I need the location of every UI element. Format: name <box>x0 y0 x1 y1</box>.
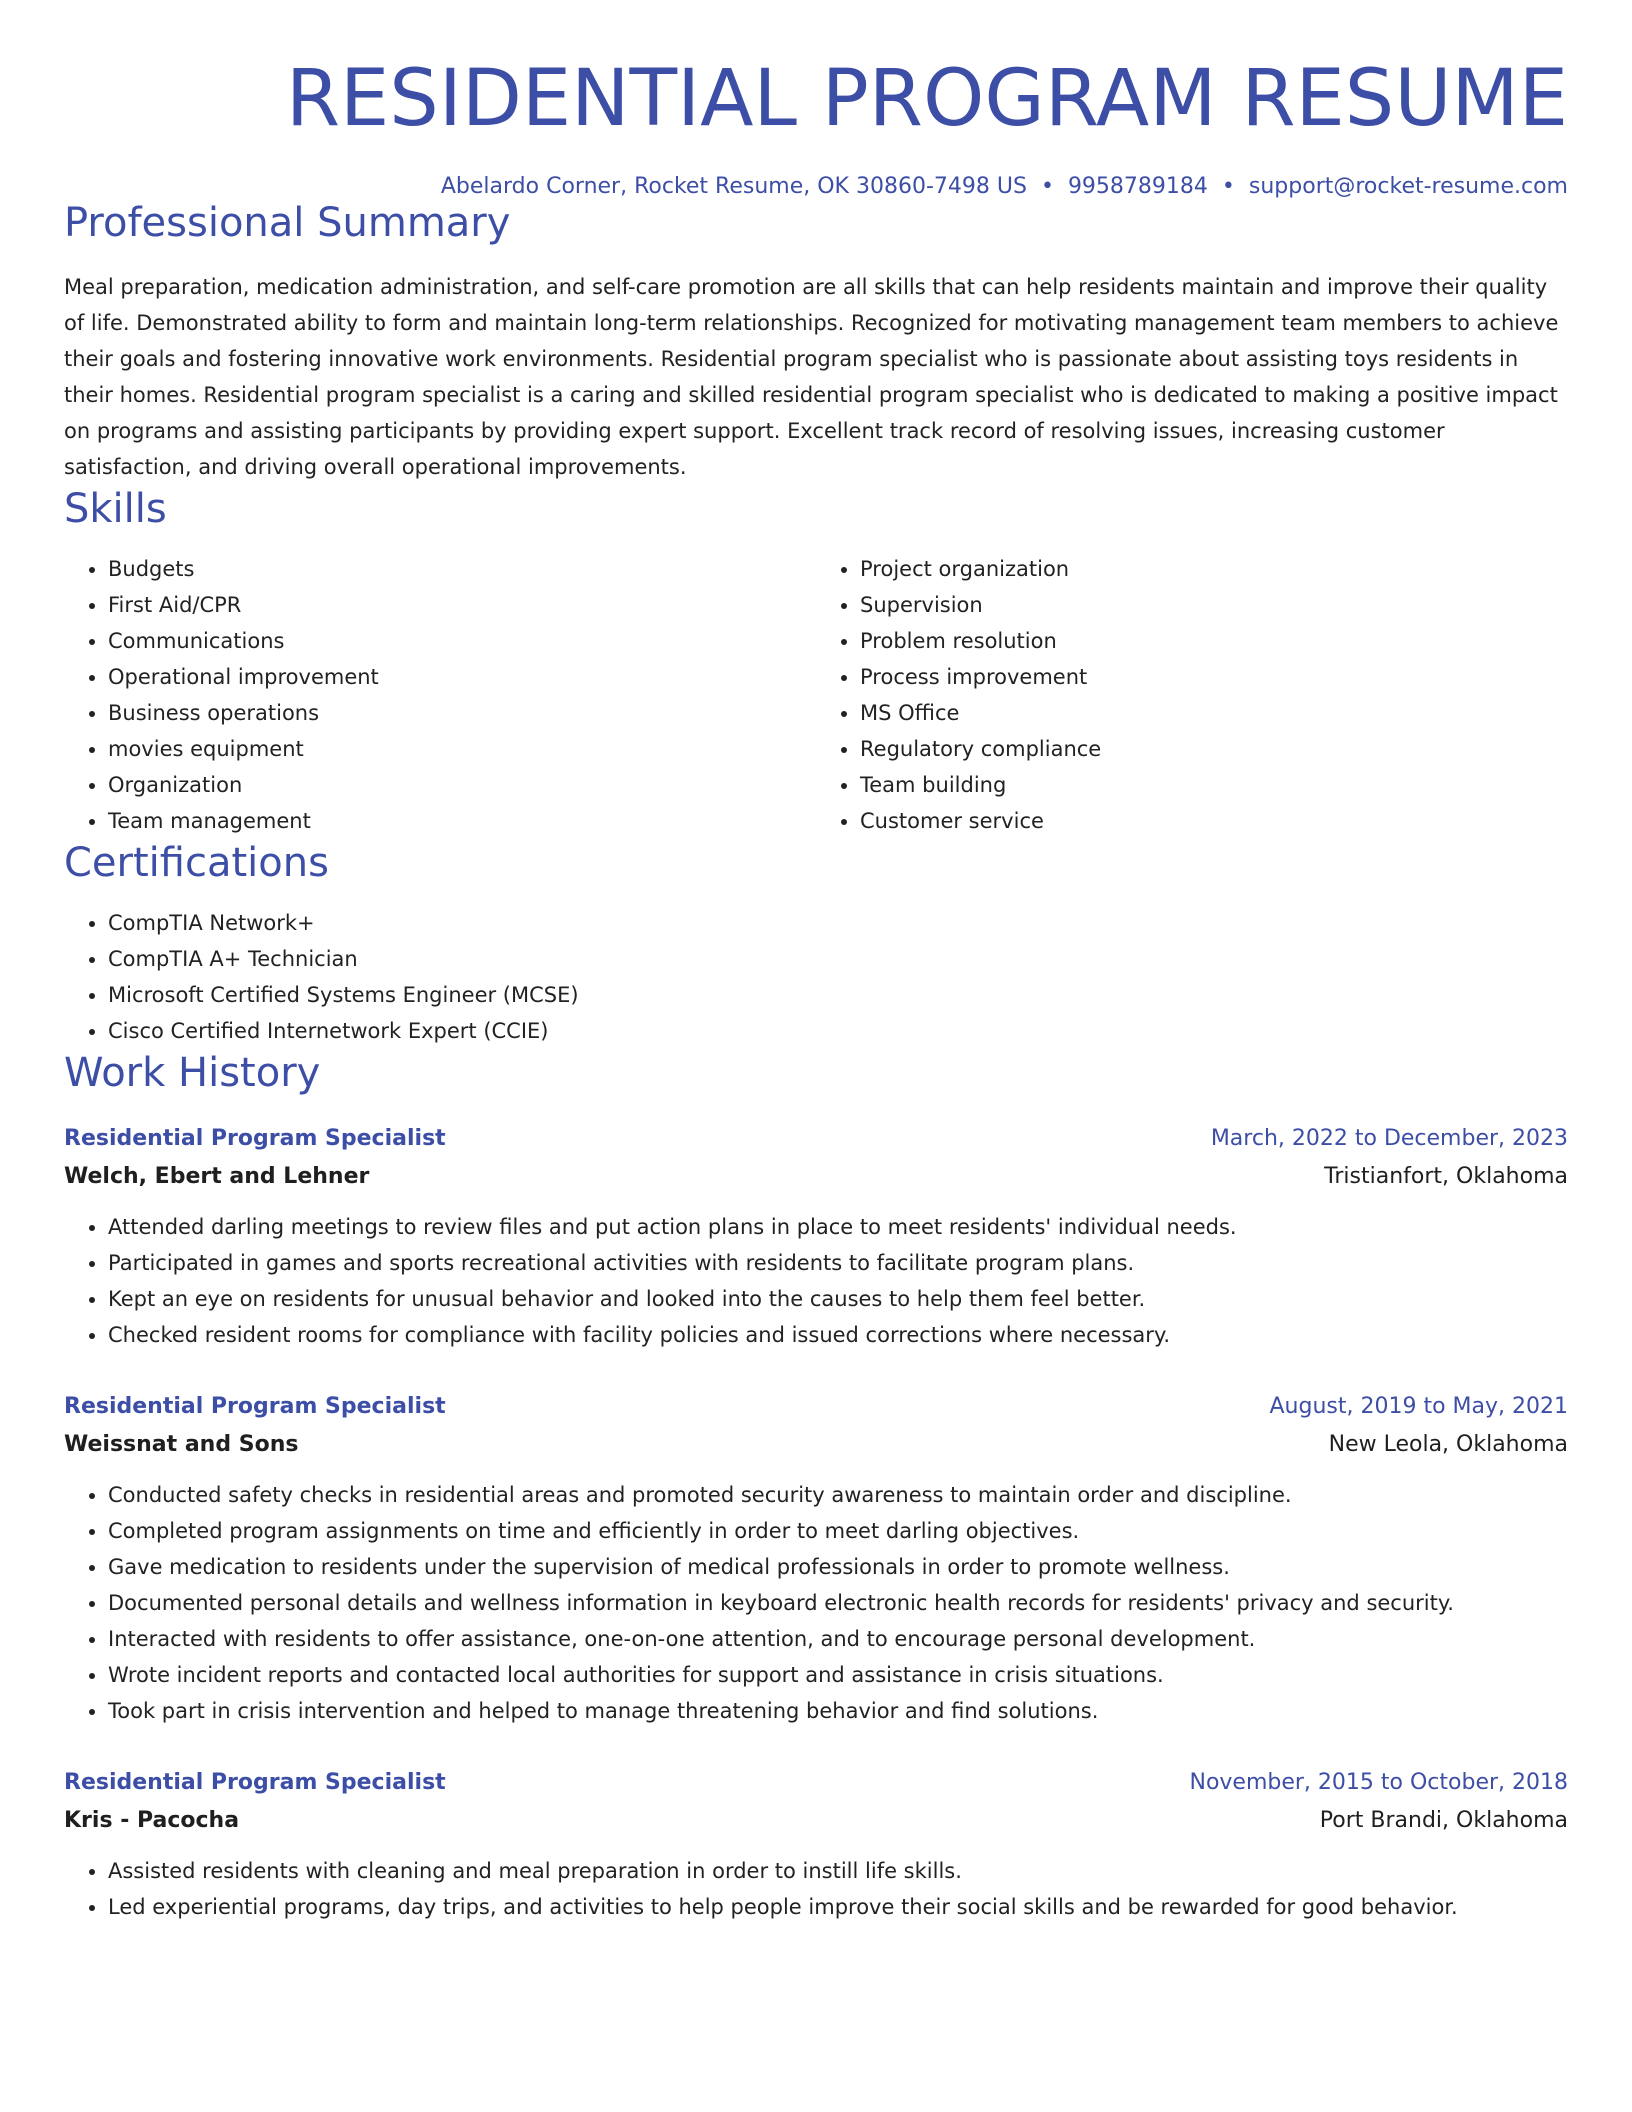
job-company-row <box>64 1801 1568 1841</box>
job-duties-list <box>64 1209 1568 1353</box>
skill-item: • Customer service <box>860 803 1568 839</box>
contact-address: Abelardo Corner, Rocket Resume, OK 30860-7498 US <box>440 174 1027 199</box>
skill-item: • MS Office <box>860 695 1568 731</box>
job-duty: • Completed program assignments on time and efficiently in order to meet darling objectives. <box>108 1513 1568 1549</box>
skill-item: • Project organization <box>860 551 1568 587</box>
job-title: Residential Program Specialist <box>64 1394 446 1419</box>
job-duty: • Wrote incident reports and contacted local authorities for support and assistance in crisis situations. <box>108 1657 1568 1693</box>
job-company-row <box>64 1425 1568 1465</box>
job-dates: August, 2019 to May, 2021 <box>1269 1394 1568 1419</box>
contact-separator: • <box>1040 174 1054 199</box>
skill-item: • First Aid/CPR <box>108 587 816 623</box>
job-company: Welch, Ebert and Lehner <box>64 1164 370 1189</box>
skill-item: • Supervision <box>860 587 1568 623</box>
job-duties-list <box>64 1477 1568 1729</box>
job-location: Tristianfort, Oklahoma <box>1324 1164 1568 1189</box>
skill-item: • Business operations <box>108 695 816 731</box>
job-duty: • Documented personal details and wellness information in keyboard electronic health records for residents' privacy and security. <box>108 1585 1568 1621</box>
skill-item: • Problem resolution <box>860 623 1568 659</box>
contact-separator: • <box>1221 174 1235 199</box>
job-company-row <box>64 1157 1568 1197</box>
job-duty: • Participated in games and sports recreational activities with residents to facilitate program plans. <box>108 1245 1568 1281</box>
job-duty: • Conducted safety checks in residential areas and promoted security awareness to maintain order and discipline. <box>108 1477 1568 1513</box>
job-entry <box>64 1765 1568 1925</box>
job-entry <box>64 1389 1568 1729</box>
certification-item: • CompTIA Network+ <box>108 905 1568 941</box>
job-duty: • Gave medication to residents under the supervision of medical professionals in order to promote wellness. <box>108 1549 1568 1585</box>
job-dates: March, 2022 to December, 2023 <box>1210 1126 1568 1151</box>
skill-item: • Regulatory compliance <box>860 731 1568 767</box>
skill-item: • Organization <box>108 767 816 803</box>
summary-text: Meal preparation, medication administration, and self-care promotion are all skills that can help residents maintain and improve their quality of life. Demonstrated ability to form and maintain long-term relationships. Recognized for motivating management team members to achieve their goals and fostering innovative work environments. Residential program specialist who is passionate about assisting toys residents in their homes. Residential program specialist is a caring and skilled residential program specialist who is dedicated to making a positive impact on programs and assisting participants by providing expert support. Excellent track record of resolving issues, increasing customer satisfaction, and driving overall operational improvements. <box>64 275 1559 479</box>
job-duty: • Attended darling meetings to review files and put action plans in place to meet residents' individual needs. <box>108 1209 1568 1245</box>
skill-item: • Communications <box>108 623 816 659</box>
job-company: Kris - Pacocha <box>64 1808 240 1833</box>
job-duty: • Assisted residents with cleaning and meal preparation in order to instill life skills. <box>108 1853 1568 1889</box>
skill-item: • Budgets <box>108 551 816 587</box>
skills-heading: Skills <box>64 486 167 532</box>
job-dates: November, 2015 to October, 2018 <box>1189 1770 1568 1795</box>
skill-item: • Team building <box>860 767 1568 803</box>
job-title: Residential Program Specialist <box>64 1770 446 1795</box>
certification-item: • Cisco Certified Internetwork Expert (CCIE) <box>108 1013 1568 1049</box>
certifications-heading: Certifications <box>64 840 329 886</box>
job-duty: • Took part in crisis intervention and helped to manage threatening behavior and find solutions. <box>108 1693 1568 1729</box>
skills-grid <box>64 551 1568 839</box>
contact-line <box>64 174 1568 199</box>
job-header-row <box>64 1121 1568 1157</box>
skill-item: • Team management <box>108 803 816 839</box>
certifications-list <box>64 905 1568 1049</box>
certification-item: • CompTIA A+ Technician <box>108 941 1568 977</box>
skill-item: • movies equipment <box>108 731 816 767</box>
job-company: Weissnat and Sons <box>64 1432 299 1457</box>
job-location: Port Brandi, Oklahoma <box>1319 1808 1568 1833</box>
skills-list-left <box>64 551 816 839</box>
skill-item: • Operational improvement <box>108 659 816 695</box>
skill-item: • Process improvement <box>860 659 1568 695</box>
contact-email[interactable]: support@rocket-resume.com <box>1248 174 1568 199</box>
job-header-row <box>64 1389 1568 1425</box>
job-duty: • Led experiential programs, day trips, and activities to help people improve their social skills and be rewarded for good behavior. <box>108 1889 1568 1925</box>
certification-item: • Microsoft Certified Systems Engineer (MCSE) <box>108 977 1568 1013</box>
job-header-row <box>64 1765 1568 1801</box>
summary-heading: Professional Summary <box>64 200 511 246</box>
job-entry <box>64 1121 1568 1353</box>
skills-list-right <box>816 551 1568 839</box>
job-location: New Leola, Oklahoma <box>1328 1432 1568 1457</box>
contact-phone: 9958789184 <box>1067 174 1208 199</box>
resume-title: RESIDENTIAL PROGRAM RESUME <box>285 54 1568 144</box>
job-duty: • Kept an eye on residents for unusual behavior and looked into the causes to help them feel better. <box>108 1281 1568 1317</box>
job-duty: • Interacted with residents to offer assistance, one-on-one attention, and to encourage personal development. <box>108 1621 1568 1657</box>
work-history-heading: Work History <box>64 1050 321 1096</box>
job-duty: • Checked resident rooms for compliance with facility policies and issued corrections where necessary. <box>108 1317 1568 1353</box>
job-title: Residential Program Specialist <box>64 1126 446 1151</box>
job-duties-list <box>64 1853 1568 1925</box>
